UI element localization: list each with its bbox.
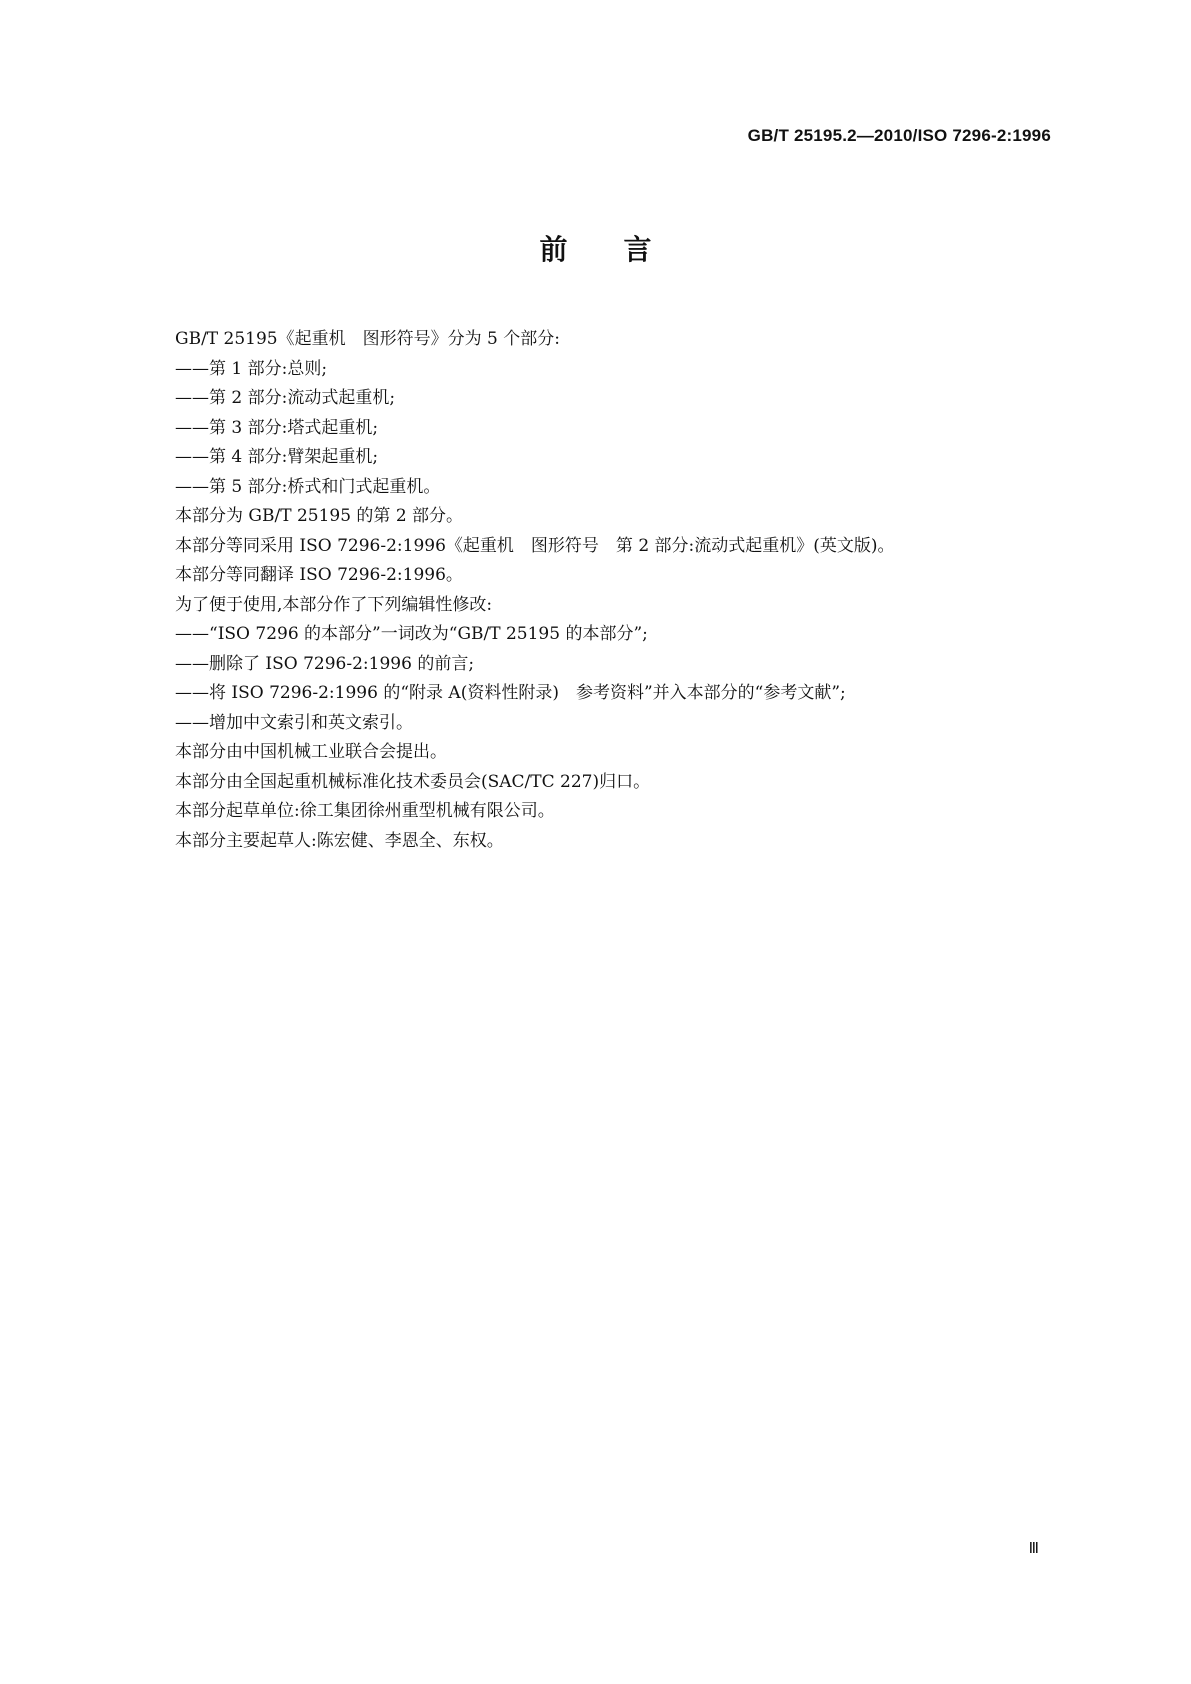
body-line: ——第 3 部分:塔式起重机;: [175, 417, 379, 438]
body-line: ——第 4 部分:臂架起重机;: [175, 447, 379, 467]
body-line: ——将 ISO 7296-2:1996 的“附录 A(资料性附录) 参考资料”并入本部分的“参考文献”;: [175, 683, 846, 703]
body-line: 本部分起草单位:徐工集团徐州重型机械有限公司。: [175, 801, 555, 821]
body-line: ——第 2 部分:流动式起重机;: [175, 388, 396, 408]
body-line: 本部分由全国起重机械标准化技术委员会(SAC/TC 227)归口。: [175, 771, 651, 792]
body-line: 本部分由中国机械工业联合会提出。: [175, 742, 447, 762]
body-line: ——增加中文索引和英文索引。: [175, 712, 413, 733]
foreword-body: [175, 325, 1055, 856]
page-title: 前言: [539, 233, 708, 266]
body-line: ——删除了 ISO 7296-2:1996 的前言;: [175, 653, 475, 674]
body-line: 本部分主要起草人:陈宏健、李恩全、东权。: [175, 830, 504, 851]
body-line: GB/T 25195《起重机 图形符号》分为 5 个部分:: [175, 329, 560, 349]
body-line: 本部分等同采用 ISO 7296-2:1996《起重机 图形符号 第 2 部分:流动式起重机》(英文版)。: [175, 535, 895, 556]
body-line: 为了便于使用,本部分作了下列编辑性修改:: [175, 594, 493, 615]
body-line: ——第 5 部分:桥式和门式起重机。: [175, 476, 441, 497]
page-number: Ⅲ: [1028, 1541, 1039, 1557]
body-line: 本部分等同翻译 ISO 7296-2:1996。: [175, 565, 463, 585]
standard-code: GB/T 25195.2—2010/ISO 7296-2:1996: [747, 126, 1051, 145]
body-line: 本部分为 GB/T 25195 的第 2 部分。: [175, 506, 464, 526]
body-line: ——“ISO 7296 的本部分”一词改为“GB/T 25195 的本部分”;: [175, 624, 648, 644]
body-line: ——第 1 部分:总则;: [175, 358, 328, 379]
